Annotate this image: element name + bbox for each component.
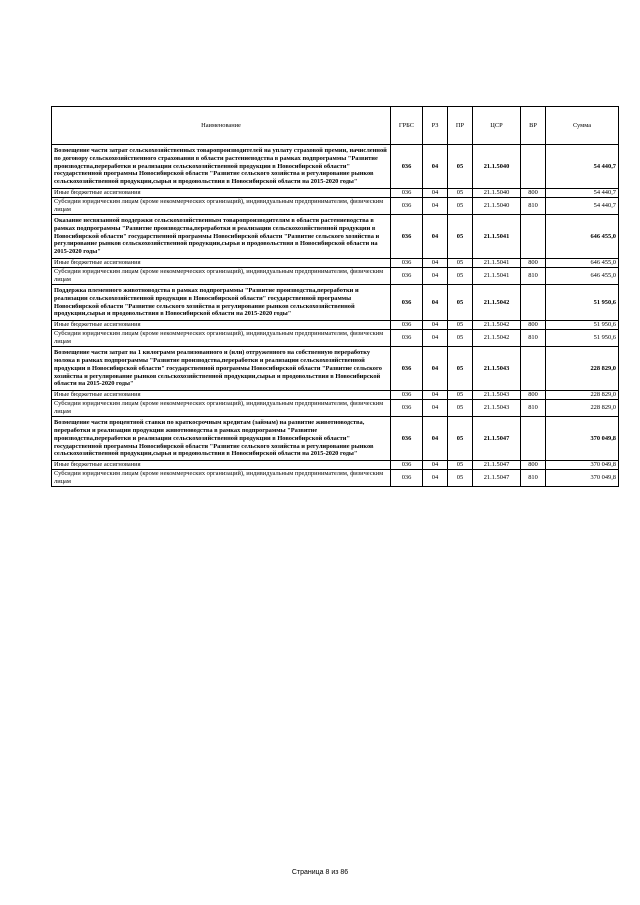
cell-sum: 370 049,8: [546, 461, 619, 470]
table-row: [52, 258, 619, 267]
cell-vr: 810: [521, 400, 546, 417]
cell-pr: 05: [448, 197, 473, 214]
cell-name: Возмещение части затрат на 1 килограмм реализованного и (или) отгруженного на собственную переработку молока в рамках подпрограммы "Развитие производства,переработки и реализации сельскохозяйственной продукции в Новосибирской области" государственной программы Новосибирской области "Развитие сельского хозяйства и регулирование рынков сельскохозяйственной продукции,сырья и продовольствия в Новосибирской области на 2015-2020 годы": [52, 347, 391, 391]
cell-csr: 21.1.5040: [473, 197, 521, 214]
cell-pr: 05: [448, 391, 473, 400]
cell-name: Оказание несвязанной поддержки сельскохозяйственным товаропроизводителям в области растениеводства в рамках подпрограммы "Развитие производства,переработки и реализации сельскохозяйственной продукции в Новосибирской области" государственной программы Новосибирской области "Развитие сельского хозяйства и регулирование рынков сельскохозяйственной продукции,сырья и продовольствия в Новосибирской области на 2015-2020 годы": [52, 214, 391, 258]
cell-name: Субсидии юридическим лицам (кроме некоммерческих организаций), индивидуальным предпринимателям, физическим лицам: [52, 197, 391, 214]
cell-rz: 04: [423, 145, 448, 189]
program-row: [52, 145, 619, 189]
page-number: Страница 8 из 86: [291, 869, 349, 876]
cell-grbs: 036: [391, 145, 423, 189]
cell-grbs: 036: [391, 391, 423, 400]
cell-pr: 05: [448, 267, 473, 284]
program-row: [52, 417, 619, 461]
cell-pr: 05: [448, 347, 473, 391]
cell-vr: [521, 417, 546, 461]
cell-pr: 05: [448, 330, 473, 347]
cell-rz: 04: [423, 470, 448, 487]
cell-rz: 04: [423, 417, 448, 461]
table-body: [52, 145, 619, 487]
cell-csr: 21.1.5040: [473, 145, 521, 189]
table-row: [52, 188, 619, 197]
cell-name: Субсидии юридическим лицам (кроме некоммерческих организаций), индивидуальным предпринимателям, физическим лицам: [52, 330, 391, 347]
cell-pr: 05: [448, 321, 473, 330]
cell-csr: 21.1.5040: [473, 188, 521, 197]
header-vr: ВР: [521, 107, 546, 145]
cell-grbs: 036: [391, 267, 423, 284]
cell-name: Возмещение части затрат сельскохозяйственных товаропроизводителей на уплату страховой премии, начисленной по договору сельскохозяйственного страхования в области растениеводства в рамках подпрограммы "Развитие производства,переработки и реализации сельскохозяйственной продукции в Новосибирской области" государственной программы Новосибирской области "Развитие сельского хозяйства и регулирование рынков сельскохозяйственной продукции,сырья и продовольствия в Новосибирской области на 2015-2020 годы": [52, 145, 391, 189]
cell-rz: 04: [423, 330, 448, 347]
cell-rz: 04: [423, 284, 448, 320]
cell-name: Субсидии юридическим лицам (кроме некоммерческих организаций), индивидуальным предпринимателям, физическим лицам: [52, 400, 391, 417]
cell-vr: 810: [521, 197, 546, 214]
cell-rz: 04: [423, 267, 448, 284]
cell-name: Иные бюджетные ассигнования: [52, 321, 391, 330]
cell-grbs: 036: [391, 258, 423, 267]
cell-grbs: 036: [391, 284, 423, 320]
cell-sum: 646 455,0: [546, 267, 619, 284]
cell-sum: 646 455,0: [546, 214, 619, 258]
cell-vr: [521, 347, 546, 391]
cell-rz: 04: [423, 197, 448, 214]
cell-rz: 04: [423, 321, 448, 330]
cell-sum: 228 829,0: [546, 400, 619, 417]
cell-sum: 228 829,0: [546, 347, 619, 391]
program-row: [52, 284, 619, 320]
cell-pr: 05: [448, 417, 473, 461]
cell-vr: [521, 145, 546, 189]
table-row: [52, 461, 619, 470]
table-row: [52, 197, 619, 214]
cell-csr: 21.1.5042: [473, 321, 521, 330]
cell-sum: 54 440,7: [546, 197, 619, 214]
cell-grbs: 036: [391, 417, 423, 461]
cell-csr: 21.1.5047: [473, 461, 521, 470]
cell-sum: 228 829,0: [546, 391, 619, 400]
header-csr: ЦСР: [473, 107, 521, 145]
header-name: Наименование: [52, 107, 391, 145]
cell-pr: 05: [448, 145, 473, 189]
table-row: [52, 400, 619, 417]
cell-vr: 810: [521, 330, 546, 347]
cell-name: Иные бюджетные ассигнования: [52, 461, 391, 470]
cell-grbs: 036: [391, 461, 423, 470]
cell-rz: 04: [423, 188, 448, 197]
cell-name: Поддержка племенного животноводства в рамках подпрограммы "Развитие производства,переработки и реализации сельскохозяйственной продукции в Новосибирской области" государственной программы Новосибирской области "Развитие сельского хозяйства и регулирование рынков сельскохозяйственной продукции,сырья и продовольствия в Новосибирской области на 2015-2020 годы": [52, 284, 391, 320]
cell-grbs: 036: [391, 347, 423, 391]
cell-rz: 04: [423, 258, 448, 267]
cell-pr: 05: [448, 470, 473, 487]
cell-csr: 21.1.5042: [473, 330, 521, 347]
cell-vr: 800: [521, 391, 546, 400]
cell-rz: 04: [423, 347, 448, 391]
cell-name: Возмещение части процентной ставки по краткосрочным кредитам (займам) на развитие животноводства, переработки и реализации продукции животноводства в рамках подпрограммы "Развитие производства,переработки и реализации сельскохозяйственной продукции в Новосибирской области" государственной программы Новосибирской области "Развитие сельского хозяйства и регулирование рынков сельскохозяйственной продукции,сырья и продовольствия в Новосибирской области на 2015-2020 годы": [52, 417, 391, 461]
cell-grbs: 036: [391, 188, 423, 197]
cell-name: Иные бюджетные ассигнования: [52, 258, 391, 267]
cell-csr: 21.1.5047: [473, 417, 521, 461]
cell-pr: 05: [448, 258, 473, 267]
table-row: [52, 470, 619, 487]
cell-vr: [521, 284, 546, 320]
cell-sum: 54 440,7: [546, 188, 619, 197]
cell-pr: 05: [448, 461, 473, 470]
cell-grbs: 036: [391, 214, 423, 258]
header-pr: ПР: [448, 107, 473, 145]
cell-rz: 04: [423, 461, 448, 470]
cell-csr: 21.1.5043: [473, 347, 521, 391]
cell-sum: 370 049,8: [546, 417, 619, 461]
cell-pr: 05: [448, 400, 473, 417]
table-row: [52, 267, 619, 284]
cell-pr: 05: [448, 188, 473, 197]
header-sum: Сумма: [546, 107, 619, 145]
cell-csr: 21.1.5041: [473, 214, 521, 258]
cell-grbs: 036: [391, 400, 423, 417]
table-row: [52, 391, 619, 400]
cell-grbs: 036: [391, 321, 423, 330]
cell-sum: 51 950,6: [546, 321, 619, 330]
cell-name: Иные бюджетные ассигнования: [52, 391, 391, 400]
cell-csr: 21.1.5042: [473, 284, 521, 320]
cell-pr: 05: [448, 284, 473, 320]
cell-name: Субсидии юридическим лицам (кроме некоммерческих организаций), индивидуальным предпринимателям, физическим лицам: [52, 470, 391, 487]
table-header-row: [52, 107, 619, 145]
cell-sum: 370 049,8: [546, 470, 619, 487]
cell-name: Иные бюджетные ассигнования: [52, 188, 391, 197]
cell-sum: 54 440,7: [546, 145, 619, 189]
table-row: [52, 321, 619, 330]
cell-rz: 04: [423, 400, 448, 417]
cell-sum: 646 455,0: [546, 258, 619, 267]
budget-table: [51, 106, 619, 487]
header-grbs: ГРБС: [391, 107, 423, 145]
cell-pr: 05: [448, 214, 473, 258]
cell-name: Субсидии юридическим лицам (кроме некоммерческих организаций), индивидуальным предпринимателям, физическим лицам: [52, 267, 391, 284]
cell-sum: 51 950,6: [546, 284, 619, 320]
cell-sum: 51 950,6: [546, 330, 619, 347]
program-row: [52, 347, 619, 391]
cell-vr: 810: [521, 267, 546, 284]
cell-vr: 800: [521, 188, 546, 197]
cell-vr: [521, 214, 546, 258]
cell-vr: 800: [521, 461, 546, 470]
cell-csr: 21.1.5043: [473, 400, 521, 417]
cell-csr: 21.1.5041: [473, 258, 521, 267]
cell-rz: 04: [423, 214, 448, 258]
cell-csr: 21.1.5047: [473, 470, 521, 487]
cell-grbs: 036: [391, 470, 423, 487]
cell-vr: 800: [521, 321, 546, 330]
cell-csr: 21.1.5043: [473, 391, 521, 400]
cell-vr: 810: [521, 470, 546, 487]
cell-grbs: 036: [391, 330, 423, 347]
program-row: [52, 214, 619, 258]
cell-grbs: 036: [391, 197, 423, 214]
cell-vr: 800: [521, 258, 546, 267]
header-rz: РЗ: [423, 107, 448, 145]
cell-rz: 04: [423, 391, 448, 400]
cell-csr: 21.1.5041: [473, 267, 521, 284]
table-row: [52, 330, 619, 347]
